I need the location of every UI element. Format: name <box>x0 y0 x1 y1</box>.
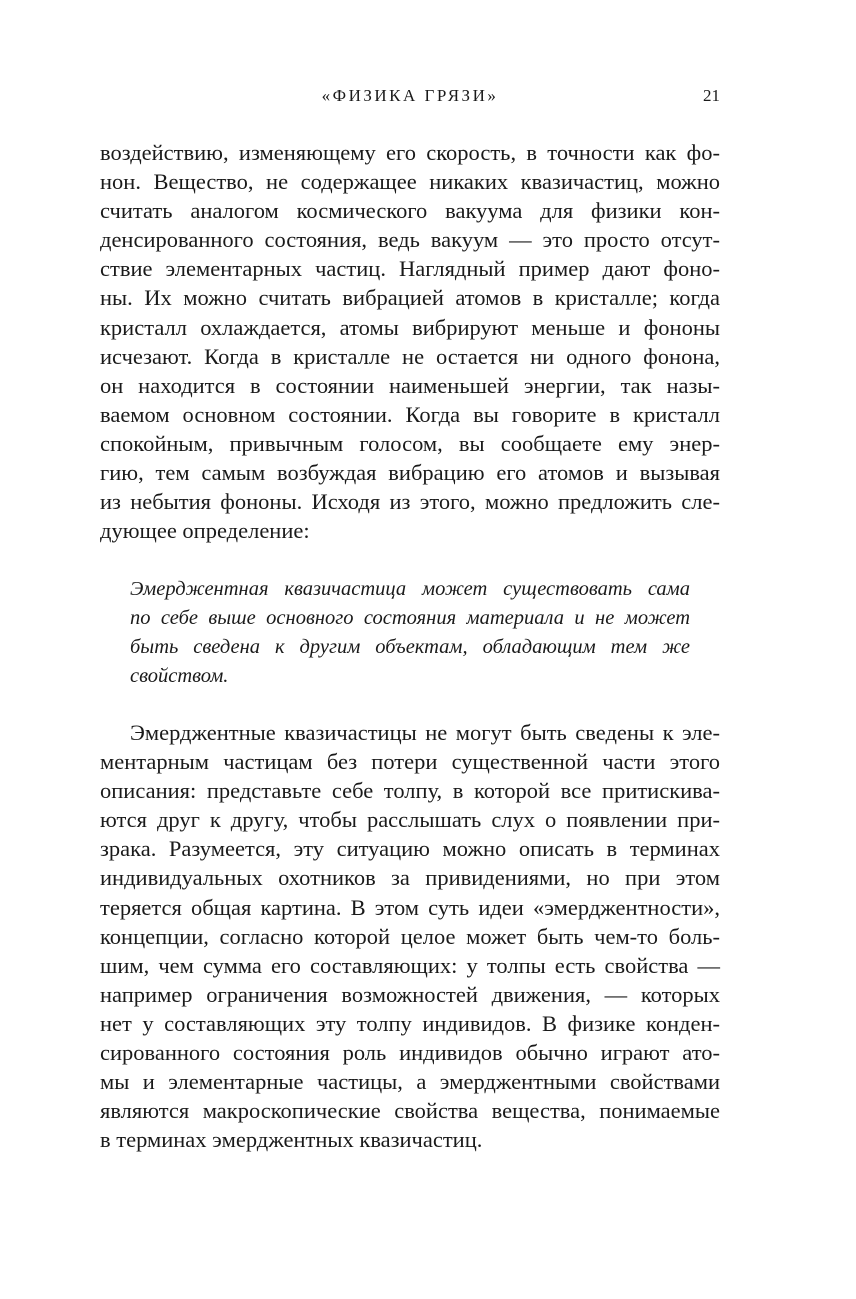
quote-line: по себе выше основного состояния материала и не может <box>130 607 690 629</box>
quote-line: Эмерджентная квазичастица может существовать сама <box>130 578 690 600</box>
text-line: в терминах эмерджентных квазичастиц. <box>100 1127 483 1153</box>
text-line: нон. Вещество, не содержащее никаких квазичастиц, можно <box>100 169 720 195</box>
text-line: ваемом основном состоянии. Когда вы говорите в кристалл <box>100 401 720 427</box>
text-line: ствие элементарных частиц. Наглядный пример дают фоно- <box>100 256 720 282</box>
text-line: воздействию, изменяющему его скорость, в точности как фо- <box>100 140 720 165</box>
text-line: индивидуальных охотников за привидениями, но при этом <box>100 865 720 891</box>
text-line: он находится в состоянии наименьшей энергии, так назы- <box>100 372 720 398</box>
text-line: ментарным частицам без потери существенной части этого <box>100 749 720 775</box>
text-line: исчезают. Когда в кристалле не остается ни одного фонона, <box>100 343 720 369</box>
body-paragraph-1 <box>100 138 720 545</box>
text-line: считать аналогом космического вакуума для физики кон- <box>100 198 720 224</box>
text-line: дующее определение: <box>100 518 310 544</box>
text-line: нет у составляющих эту толпу индивидов. В физике конден- <box>100 1010 720 1036</box>
text-line: денсированного состояния, ведь вакуум — это просто отсут- <box>100 227 720 253</box>
text-line: зрака. Разумеется, эту ситуацию можно описать в терминах <box>100 836 720 862</box>
text-line: шим, чем сумма его составляющих: у толпы есть свойства — <box>100 952 720 978</box>
text-line: теряется общая картина. В этом суть идеи «эмерджентности», <box>100 894 720 920</box>
text-line: например ограничения возможностей движения, — которых <box>100 981 720 1007</box>
text-line: концепции, согласно которой целое может быть чем-то боль- <box>100 923 720 949</box>
text-line: являются макроскопические свойства вещества, понимаемые <box>100 1098 720 1124</box>
text-line: ются друг к другу, чтобы расслышать слух о появлении при- <box>100 807 720 833</box>
quote-line: свойством. <box>130 665 229 687</box>
text-line: сированного состояния роль индивидов обычно играют ато- <box>100 1040 720 1066</box>
definition-quote <box>130 575 690 691</box>
text-line: мы и элементарные частицы, а эмерджентными свойствами <box>100 1069 720 1095</box>
text-line: Эмерджентные квазичастицы не могут быть сведены к эле- <box>130 720 720 745</box>
page-number: 21 <box>703 86 720 105</box>
text-line: гию, тем самым возбуждая вибрацию его атомов и вызывая <box>100 460 720 486</box>
text-line: описания: представьте себе толпу, в которой все притискива- <box>100 778 720 804</box>
running-title: «ФИЗИКА ГРЯЗИ» <box>321 86 499 105</box>
text-line: ны. Их можно считать вибрацией атомов в кристалле; когда <box>100 285 720 311</box>
text-line: спокойным, привычным голосом, вы сообщаете ему энер- <box>100 430 720 456</box>
running-header <box>100 84 720 108</box>
quote-line: быть сведена к другим объектам, обладающим тем же <box>130 636 690 658</box>
text-line: кристалл охлаждается, атомы вибрируют меньше и фононы <box>100 314 720 340</box>
body-paragraph-2 <box>100 718 720 1154</box>
text-line: из небытия фононы. Исходя из этого, можно предложить сле- <box>100 489 720 515</box>
